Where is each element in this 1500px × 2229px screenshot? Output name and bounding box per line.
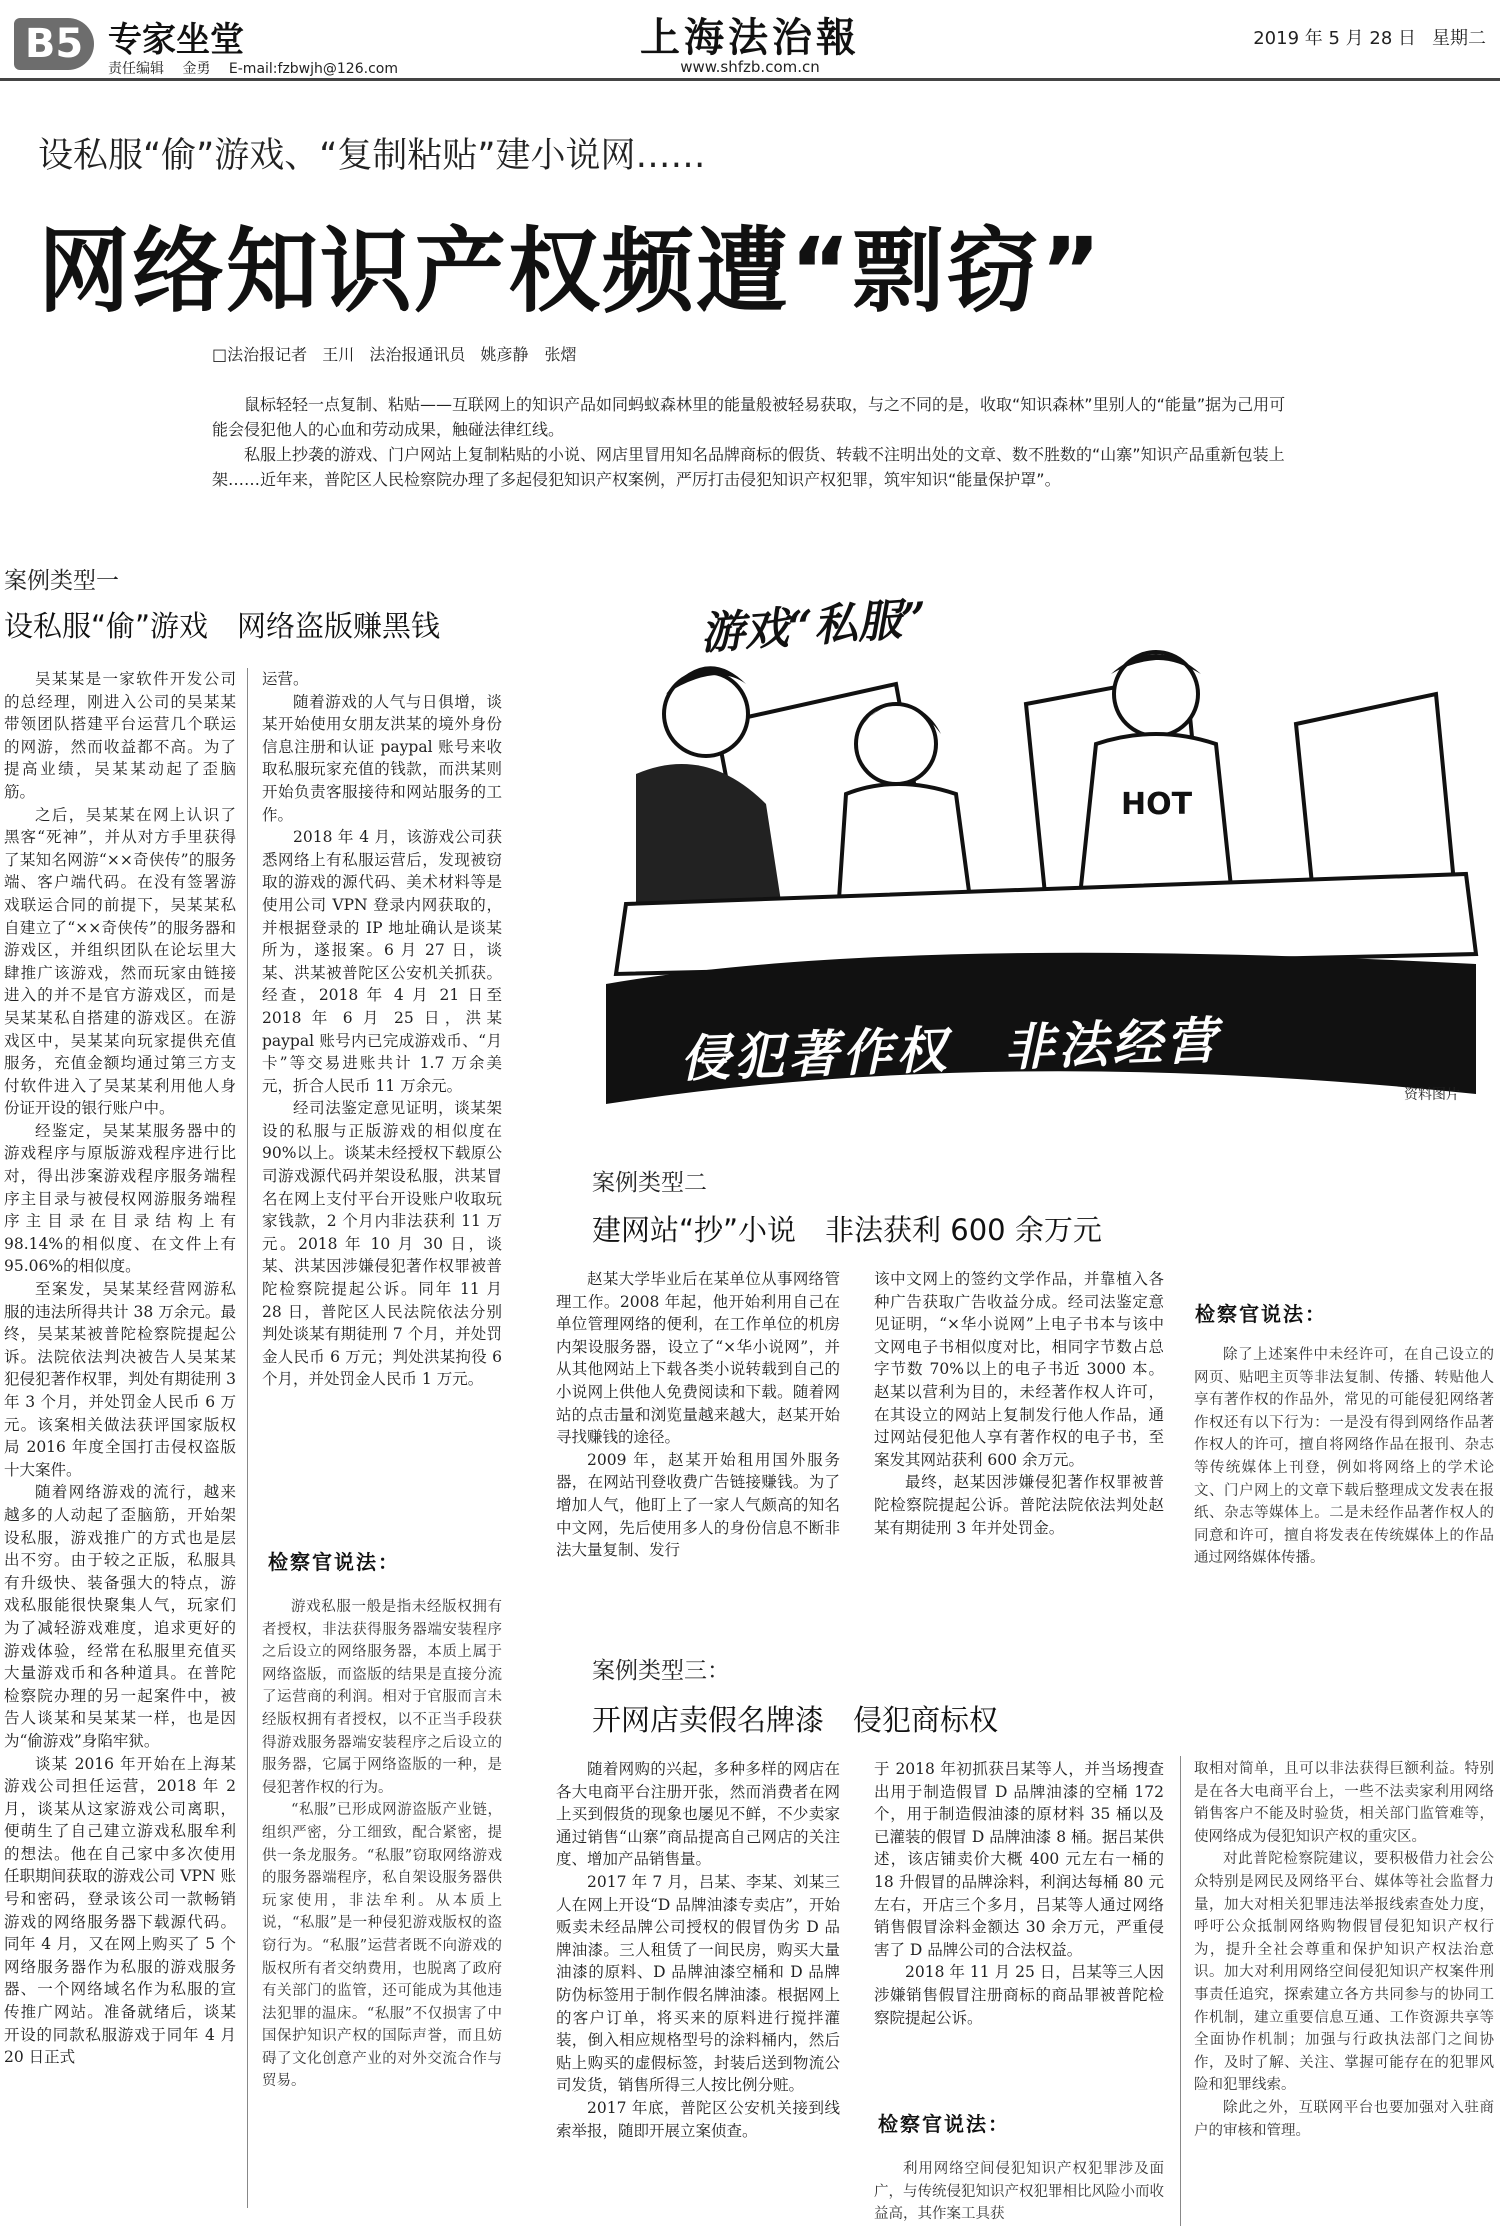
- body-paragraph: 2018 年 11 月 25 日，吕某等三人因涉嫌销售假冒注册商标的商品罪被普陀检察院提起公诉。: [874, 1963, 1164, 2027]
- byline-correspondent-names: 姚彦静 张熠: [480, 345, 577, 364]
- comment-paragraph: 对此普陀检察院建议，要积极借力社会公众特别是网民及网络平台、媒体等社会监督力量，加大对相关犯罪违法举报线索查处力度，呼吁公众抵制网络购物假冒侵犯知识产权行为，提升全社会尊重和保护知识产权法治意识。加大对利用网络空间侵犯知识产权案件刑事责任追究，探索建立各方共同参与的协同工作机制，建立重要信息互通、工作资源共享等全面协作机制；加强与行政执法部门之间协作，及时了解、关注、掌握可能存在的犯罪风险和犯罪线索。: [1194, 1851, 1494, 2094]
- case1-column-1: [4, 668, 236, 2228]
- editor-line: [108, 58, 412, 78]
- byline-reporter-label: □法治报记者: [212, 345, 308, 364]
- body-paragraph: 至案发，吴某某经营网游私服的违法所得共计 38 万余元。最终，吴某某被普陀检察院提起公诉。法院依法判决被告人吴某某犯侵犯著作权罪，判处有期徒刑 3 年 3 个月，并处罚金人民币 6 万元。该案相关做法获评国家版权局 2016 年度全国打击侵权盗版十大案件。: [4, 1280, 236, 1479]
- body-paragraph: 最终，赵某因涉嫌侵犯著作权罪被普陀检察院提起公诉。普陀法院依法判处赵某有期徒刑 3 年并处罚金。: [874, 1473, 1164, 1537]
- body-paragraph: 2017 年底，普陀区公安机关接到线索举报，随即开展立案侦查。: [556, 2098, 840, 2140]
- body-paragraph: 2018 年 4 月，该游戏公司获悉网络上有私服运营后，发现被窃取的游戏的源代码、美术材料等是使用公司 VPN 登录内网获取的，并根据登录的 IP 地址确认是谈某所为，遂报案。6 月 27 日，谈某、洪某被普陀区公安机关抓获。经查，2018 年 4 月 21 日至 2018 年 6 月 25 日，洪某 paypal 账号内已完成游戏币、“月卡”等交易进账共计 1.7 万余美元，折合人民币 11 万余元。: [262, 828, 502, 1095]
- case1-prosecutor-heading: 检察官说法：: [268, 1550, 400, 1574]
- cartoon-title: 游戏“私服”: [698, 593, 929, 660]
- comment-paragraph: 取相对简单，且可以非法获得巨额利益。特别是在各大电商平台上，一些不法卖家利用网络销售客户不能及时验货，相关部门监管难等，使网络成为侵犯知识产权的重灾区。: [1194, 1761, 1494, 1845]
- editor-name: 金勇: [182, 61, 211, 77]
- case1-label: 案例类型一: [4, 568, 119, 594]
- issue-date-text: 2019 年 5 月 28 日: [1253, 28, 1416, 49]
- issue-date: [1253, 24, 1486, 50]
- editor-email: E-mail:fzbwjh@126.com: [228, 61, 398, 77]
- case1-column-2: [262, 668, 502, 1528]
- case3-prosecutor-comment-cont: [1194, 1758, 1494, 2228]
- case3-prosecutor-comment-start: [874, 2158, 1164, 2228]
- comment-paragraph: “私服”已形成网游盗版产业链，组织严密，分工细致，配合紧密，提供一条龙服务。“私服”窃取网络游戏的服务器端程序，私自架设服务器供玩家使用，非法牟利。从本质上说，“私服”是一种侵犯游戏版权的盗窃行为。“私服”运营者既不向游戏的版权所有者交纳费用，也脱离了政府有关部门的监管，还可能成为其他违法犯罪的温床。“私服”不仅损害了中国保护知识产权的国际声誉，而且妨碍了文化创意产业的对外交流合作与贸易。: [262, 1802, 502, 2090]
- body-paragraph: 2009 年，赵某开始租用国外服务器，在网站刊登收费广告链接赚钱。为了增加人气，他盯上了一家人气颇高的知名中文网，先后使用多人的身份信息不断非法大量复制、发行: [556, 1450, 840, 1560]
- case3-title: 开网店卖假名牌漆 侵犯商标权: [592, 1703, 999, 1737]
- body-paragraph: 于 2018 年初抓获吕某等人，并当场搜查出用于制造假冒 D 品牌油漆的空桶 172 个，用于制造假油漆的原材料 35 桶以及已灌装的假冒 D 品牌油漆 8 桶。据吕某供述，该店铺卖价大概 400 元左右一桶的 18 升假冒的品牌涂料，利润达每桶 80 元左右，开店三个多月，吕某等人通过网络销售假冒涂料金额达 30 余万元，严重侵害了 D 品牌公司的合法权益。: [874, 1760, 1164, 1959]
- comment-paragraph: 游戏私服一般是指未经版权拥有者授权，非法获得服务器端安装程序之后设立的网络服务器，本质上属于网络盗版，而盗版的结果是直接分流了运营商的利润。相对于官服而言未经版权拥有者授权，以不正当手段获得游戏服务器端安装程序之后设立的服务器，它属于网络盗版的一种，是侵犯著作权的行为。: [262, 1599, 502, 1796]
- case2-prosecutor-comment: [1194, 1344, 1494, 1644]
- article-headline: 网络知识产权频遭“剽窃”: [38, 218, 1103, 325]
- cartoon-banner: 侵犯著作权 非法经营: [679, 1010, 1221, 1089]
- body-paragraph: 经司法鉴定意见证明，谈某架设的私服与正版游戏的相似度在 90%以上。谈某未经授权下载原公司游戏源代码并架设私服，洪某冒名在网上支付平台开设账户收取玩家钱款，2 个月内非法获利 11 万元。2018 年 10 月 30 日，谈某、洪某因涉嫌侵犯著作权罪被普陀检察院提起公诉。同年 11 月 28 日，普陀区人民法院依法分别判处谈某有期徒刑 7 个月，并处罚金人民币 6 万元；判处洪某拘役 6 个月，并处罚金人民币 1 万元。: [262, 1099, 502, 1389]
- body-paragraph: 之后，吴某某在网上认识了黑客“死神”，并从对方手里获得了某知名网游“××奇侠传”的服务端、客户端代码。在没有签署游戏联运合同的前提下，吴某某私自建立了“××奇侠传”的服务器和游戏区，并组织团队在论坛里大肆推广该游戏，然而玩家由链接进入的并不是官方游戏区，而是吴某某私自搭建的游戏区。在游戏区中，吴某某向玩家提供充值服务，充值金额均通过第三方支付软件进入了吴某某利用他人身份证开设的银行账户中。: [4, 805, 236, 1118]
- newspaper-logo: 上海法治報: [640, 14, 860, 61]
- body-paragraph: 2017 年 7 月，吕某、李某、刘某三人在网上开设“D 品牌油漆专卖店”，开始贩卖未经品牌公司授权的假冒伪劣 D 品牌油漆。三人租赁了一间民房，购买大量油漆的原料、D 品牌油漆空桶和 D 品牌防伪标签用于制作假名牌油漆。根据网上的客户订单，将买来的原料进行搅拌灌装，倒入相应规格型号的涂料桶内，然后贴上购买的虚假标签，封装后送到物流公司发货，销售所得三人按比例分赃。: [556, 1872, 840, 2095]
- case2-title: 建网站“抄”小说 非法获利 600 余万元: [592, 1213, 1102, 1247]
- case3-column-1: [556, 1758, 840, 2228]
- article-kicker: 设私服“偷”游戏、“复制粘贴”建小说网……: [38, 136, 706, 176]
- byline-reporter-name: 王川: [322, 345, 355, 364]
- lead-paragraph: 鼠标轻轻一点复制、粘贴——互联网上的知识产品如同蚂蚁森林里的能量般被轻易获取，与之不同的是，收取“知识森林”里别人的“能量”据为己用可能会侵犯他人的心血和劳动成果，触碰法律红线。: [212, 395, 1286, 439]
- body-paragraph: 随着网购的兴起，多种多样的网店在各大电商平台注册开张，然而消费者在网上买到假货的现象也屡见不鲜，不少卖家通过销售“山寨”商品提高自己网店的关注度、增加产品销售量。: [556, 1760, 840, 1869]
- body-paragraph: 该中文网上的签约文学作品，并靠植入各种广告获取广告收益分成。经司法鉴定意见证明，“×华小说网”上电子书本与该中文网电子书相似度对比，相同字节数占总字节数 70%以上的电子书近 3000 本。赵某以营利为目的，未经著作权人许可，在其设立的网站上复制发行他人作品，通过网站侵犯他人享有著作权的电子书，至案发其网站获利 600 余万元。: [874, 1270, 1164, 1469]
- case2-column-1: [556, 1268, 840, 1603]
- body-paragraph: 经鉴定，吴某某服务器中的游戏程序与原版游戏程序进行比对，得出涉案游戏程序服务端程序主目录与被侵权网游服务端程序主目录在目录结构上有 98.14%的相似度、在文件上有 95.06%的相似度。: [4, 1121, 236, 1276]
- column-name: 专家坐堂: [108, 20, 244, 60]
- case3-label: 案例类型三：: [592, 1658, 730, 1684]
- comment-paragraph: 除了上述案件中未经许可，在自己设立的网页、贴吧主页等非法复制、传播、转贴他人享有著作权的作品外，常见的可能侵犯网络著作权还有以下行为：一是没有得到网络作品著作权人的许可，擅自将网络作品在报刊、杂志等传统媒体上刊登，例如将网络上的学术论文、门户网上的文章下载后整理成文发表在报纸、杂志等媒体上。二是未经作品著作权人的同意和许可，擅自将发表在传统媒体上的作品通过网络媒体传播。: [1194, 1347, 1494, 1567]
- shirt-text: HOT: [1121, 787, 1193, 822]
- newspaper-url: www.shfzb.com.cn: [680, 58, 820, 76]
- article-byline: [212, 342, 586, 365]
- column-divider: [1180, 1756, 1181, 2226]
- article-lead: [212, 392, 1292, 492]
- cartoon-caption: 资料图片: [1404, 1087, 1460, 1103]
- masthead-rule: [0, 78, 1500, 81]
- case1-prosecutor-comment: [262, 1596, 502, 2226]
- case1-title: 设私服“偷”游戏 网络盗版赚黑钱: [4, 609, 441, 643]
- body-paragraph: 赵某大学毕业后在某单位从事网络管理工作。2008 年起，他开始利用自己在单位管理网络的便利，在工作单位的机房内架设服务器，设立了“×华小说网”，并从其他网站上下载各类小说转载到自己的小说网上供他人免费阅读和下载。随着网站的点击量和浏览量越来越大，赵某开始寻找赚钱的途径。: [556, 1270, 840, 1447]
- lead-paragraph: 私服上抄袭的游戏、门户网站上复制粘贴的小说、网店里冒用知名品牌商标的假货、转载不注明出处的文章、数不胜数的“山寨”知识产品重新包装上架……近年来，普陀区人民检察院办理了多起侵犯知识产权案例，严厉打击侵犯知识产权犯罪，筑牢知识“能量保护罩”。: [212, 445, 1285, 489]
- body-paragraph: 随着网络游戏的流行，越来越多的人动起了歪脑筋，开始架设私服，游戏推广的方式也是层出不穷。由于较之正版，私服具有升级快、装备强大的特点，游戏私服能很快聚集人气，玩家们为了减轻游戏难度，追求更好的游戏体验，经常在私服里充值买大量游戏币和各种道具。在普陀检察院办理的另一起案件中，被告人谈某和吴某某一样，也是因为“偷游戏”身陷牢狱。: [4, 1483, 236, 1750]
- editor-label: 责任编辑: [108, 61, 164, 77]
- body-paragraph: 运营。: [262, 670, 309, 688]
- comment-paragraph: 利用网络空间侵犯知识产权犯罪涉及面广，与传统侵犯知识产权犯罪相比风险小而收益高，其作案工具获: [874, 2161, 1164, 2223]
- column-divider: [247, 668, 248, 2208]
- case2-prosecutor-heading: 检察官说法：: [1195, 1302, 1327, 1326]
- comment-paragraph: 除此之外，互联网平台也要加强对入驻商户的审核和管理。: [1194, 2099, 1494, 2139]
- body-paragraph: 吴某某是一家软件开发公司的总经理，刚进入公司的吴某某带领团队搭建平台运营几个联运的网游，然而收益都不高。为了提高业绩，吴某某动起了歪脑筋。: [4, 670, 236, 801]
- case2-label: 案例类型二: [592, 1170, 707, 1196]
- case2-column-2: [874, 1268, 1164, 1603]
- case3-prosecutor-heading: 检察官说法：: [878, 2112, 1010, 2136]
- byline-correspondent-label: 法治报通讯员: [369, 345, 466, 364]
- case3-column-2: [874, 1758, 1164, 2078]
- body-paragraph: 随着游戏的人气与日俱增，谈某开始使用女朋友洪某的境外身份信息注册和认证 paypal 账号来收取私服玩家充值的钱款，而洪某则开始负责客服接待和网站服务的工作。: [262, 692, 502, 824]
- body-paragraph: 谈某 2016 年开始在上海某游戏公司担任运营，2018 年 2 月，谈某从这家游戏公司离职，便萌生了自己建立游戏私服牟利的想法。他在自己家中多次使用任职期间获取的游戏公司 VPN 账号和密码，登录该公司一款畅销游戏的网络服务器下载源代码。同年 4 月，又在网上购买了 5 个网络服务器作为私服的游戏服务器、一个网络域名作为私服的宣传推广网站。准备就绪后，谈某开设的同款私服游戏于同年 4 月 20 日正式: [4, 1754, 236, 2067]
- issue-weekday: 星期二: [1432, 28, 1486, 49]
- page-number-badge: B5: [14, 18, 94, 70]
